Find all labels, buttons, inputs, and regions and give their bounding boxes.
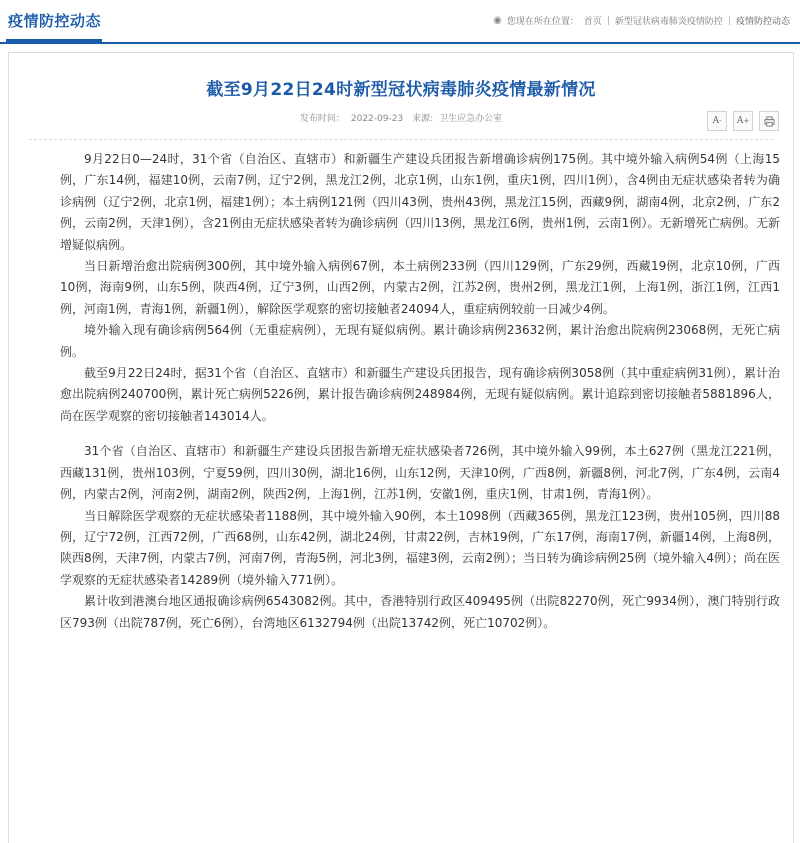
breadcrumb-separator-icon: |	[727, 15, 731, 26]
article-paragraph: 当日新增治愈出院病例300例，其中境外输入病例67例，本土病例233例（四川129例，广东29例，西藏19例，北京10例，广西10例，海南9例，山东5例，陕西4例，辽宁3例，山西2例，内蒙古2例，江苏2例，贵州2例，黑龙江1例，上海1例，浙江1例，江西1例，河南1例，青海1例，新疆1例），解除医学观察的密切接触者24094人，重症病例较前一日减少4例。	[60, 259, 780, 316]
font-larger-button[interactable]: A +	[733, 111, 753, 131]
article-paragraph: 境外输入现有确诊病例564例（无重症病例），无现有疑似病例。累计确诊病例23632例，累计治愈出院病例23068例，无死亡病例。	[60, 323, 780, 359]
breadcrumb-current-link[interactable]: 疫情防控动态	[735, 17, 790, 27]
breadcrumb-prefix: 您现在所在位置：	[506, 17, 579, 27]
breadcrumb-separator-icon: |	[606, 15, 610, 26]
article-body	[60, 149, 780, 634]
article-paragraph: 9月22日0—24时，31个省（自治区、直辖市）和新疆生产建设兵团报告新增确诊病例175例。其中境外输入病例54例（上海15例，广东14例，福建10例，云南7例，辽宁2例，黑龙江2例，北京1例，山东1例，重庆1例，四川1例），含4例由无症状感染者转为确诊病例（辽宁2例，北京1例，福建1例）；本土病例121例（四川43例，贵州43例，黑龙江15例，西藏9例，湖南4例，北京2例，广东2例，云南2例，天津1例），含21例由无症状感染者转为确诊病例（四川13例，黑龙江6例，贵州1例，云南1例）。无新增死亡病例。无新增疑似病例。	[60, 152, 780, 252]
article-card	[8, 52, 794, 843]
section-title-underline	[6, 39, 102, 42]
article-paragraph: 31个省（自治区、直辖市）和新疆生产建设兵团报告新增无症状感染者726例，其中境外输入99例，本土627例（黑龙江221例，西藏131例，贵州103例，宁夏59例，四川30例，湖北16例，山东12例，天津10例，广西8例，新疆8例，河北7例，广东4例，云南4例，内蒙古2例，河南2例，湖南2例，陕西2例，上海1例，江苏1例，安徽1例，重庆1例，甘肃1例，青海1例）。	[60, 444, 780, 502]
location-pin-icon: ◉	[493, 15, 502, 26]
article-paragraph: 截至9月22日24时，据31个省（自治区、直辖市）和新疆生产建设兵团报告，现有确诊病例3058例（其中重症病例31例），累计治愈出院病例240700例，累计死亡病例5226例，累计报告确诊病例248984例，无现有疑似病例。累计追踪到密切接触者5881896人，尚在医学观察的密切接触者143014人。	[60, 366, 780, 423]
article-tools	[707, 111, 779, 131]
article-paragraph: 当日解除医学观察的无症状感染者1188例，其中境外输入90例，本土1098例（西藏365例，黑龙江123例，贵州105例，四川88例，辽宁72例，江西72例，广西68例，山东42例，湖北24例，甘肃22例，吉林19例，广东17例，海南17例，新疆14例，上海8例，陕西8例，天津7例，内蒙古7例，河南7例，青海5例，河北3例，福建3例，云南2例）；当日转为确诊病例25例（境外输入4例）；尚在医学观察的无症状感染者14289例（境外输入771例）。	[60, 508, 780, 587]
font-smaller-button[interactable]: A -	[707, 111, 727, 131]
article-meta	[9, 111, 793, 124]
print-button[interactable]	[759, 111, 779, 131]
source-name: 卫生应急办公室	[439, 114, 503, 124]
article-paragraph: 累计收到港澳台地区通报确诊病例6543082例。其中，香港特别行政区409495例（出院82270例，死亡9934例），澳门特别行政区793例（出院787例，死亡6例），台湾地区6132794例（出院13742例，死亡10702例）。	[60, 594, 780, 630]
publish-label: 发布时间：	[299, 114, 345, 124]
publish-date: 2022-09-23	[350, 114, 404, 124]
breadcrumb-home-link[interactable]: 首页	[583, 17, 602, 27]
breadcrumb	[493, 14, 790, 27]
meta-divider	[29, 139, 773, 140]
breadcrumb-category-link[interactable]: 新型冠状病毒肺炎疫情防控	[614, 17, 723, 27]
section-title: 疫情防控动态	[8, 12, 102, 30]
article-title: 截至9月22日24时新型冠状病毒肺炎疫情最新情况	[206, 80, 596, 100]
source-label: 来源:	[412, 114, 434, 124]
print-icon	[764, 116, 775, 127]
top-bar	[0, 0, 800, 44]
